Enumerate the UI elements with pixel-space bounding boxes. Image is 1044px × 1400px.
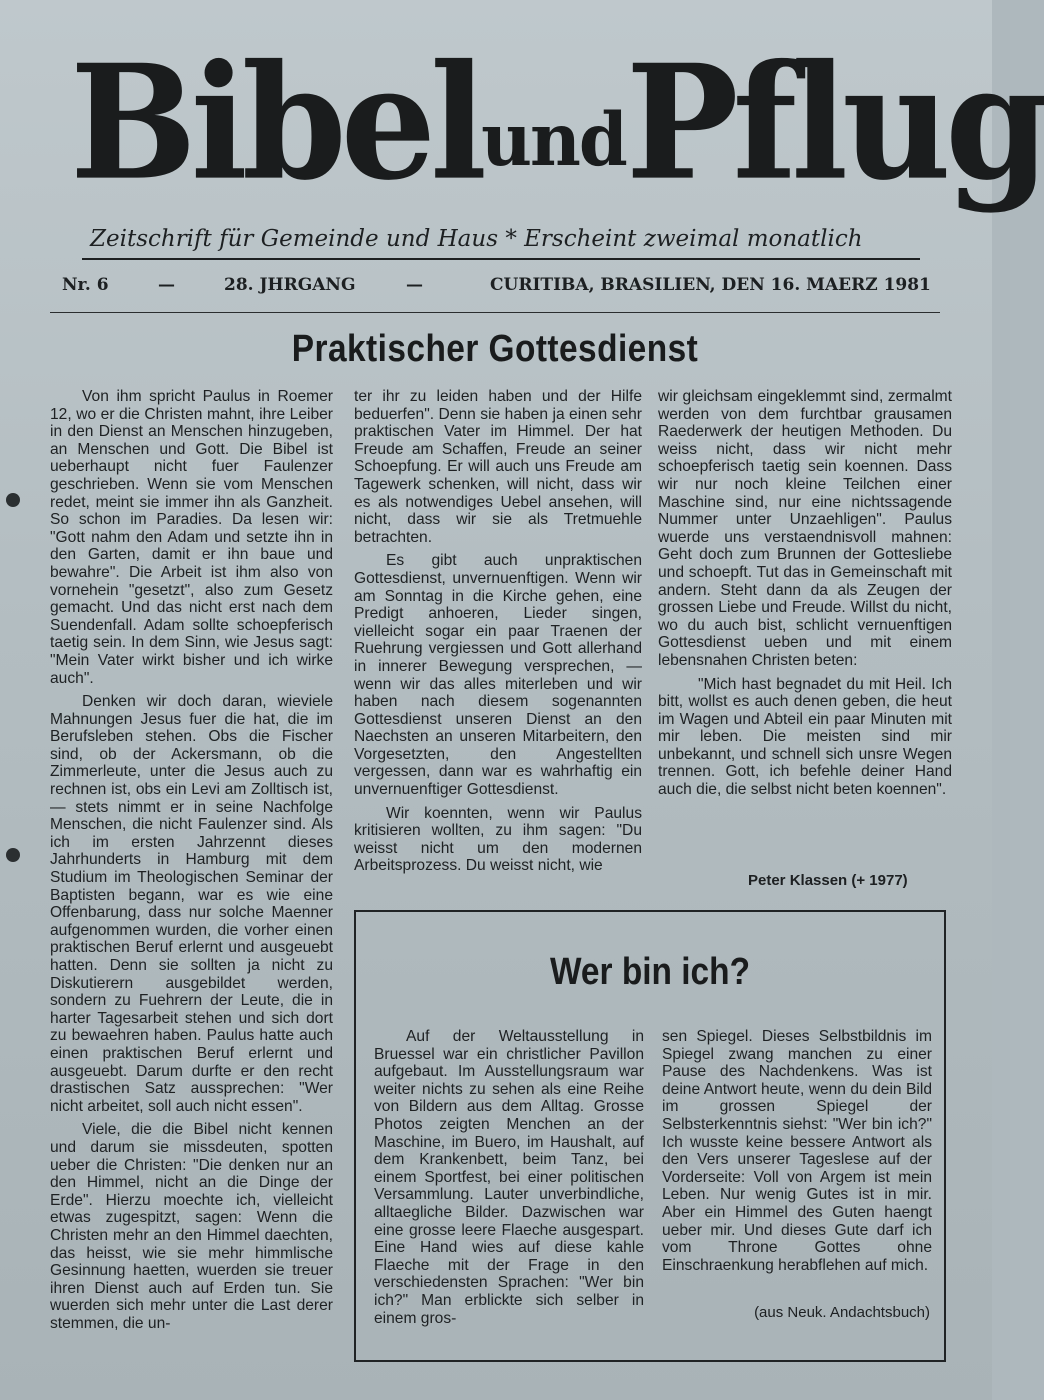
issue-line xyxy=(62,272,930,298)
paragraph: Denken wir doch daran, wieviele Mahnungen Jesus fuer die hat, die im Berufsleben stehen. Obs die Fischer sind, ob der Ackersmann, ob die Zimmerleute, unter die Jesus auch zu rechnen ist, obs ein Levi am Zolltisch ist, — stets nimmt er in seine Nachfolge Menschen, die nicht Faulenzer sind. Als ich im ersten Jahrzennt dieses Jahrhunderts in Hamburg mit dem Studium im Theologischen Seminar der Baptisten begann, war es wie eine Offenbarung, dass nur solche Maenner aufgenommen wurden, die vorher einen praktischen Beruf erlernt und ausgeuebt hatten. Denn sie sollten ja nicht zu Diskutierern ausgebildet werden, sondern zu Fuehrern der Leute, die in harter Tagesarbeit stehen und sich dort zu bewaehren haben. Paulus hatte auch einen praktischen Beruf erlernt und ausgeuebt. Darum durfte er den recht drastischen Satz aussprechen: "Wer nicht arbeitet, soll auch nicht essen". xyxy=(50,693,333,1115)
paragraph: Von ihm spricht Paulus in Roemer 12, wo er die Christen mahnt, ihre Leiber in den Dienst an Menschen hinzugeben, an Menschen und Gott. Die Bibel ist ueberhaupt nicht fuer Faulenzer geschrieben. Wenn sie vom Menschen redet, meint sie immer ihn als Ganzheit. So schon im Paradies. Da lesen wir: "Gott nahm den Adam und setzte ihn in den Garten, damit er ihn baue und bewahre". Die Arbeit ist ihm also von vornehein "gesetzt", also zum Gesetz gemacht. Und das nicht erst nach dem Suendenfall. Adam sollte schoepferisch taetig sein. In dem Sinn, wie Jesus sagt: "Mein Vater wirkt bisher und ich wirke auch". xyxy=(50,388,333,687)
paragraph: ter ihr zu leiden haben und der Hilfe beduerfen". Denn sie haben ja einen sehr praktischen Vater im Himmel. Der hat Freude am Schaffen, Freude an seiner Schoepfung. Er will auch uns Freude am Tagewerk schenken, will nicht, dass wir es als notwendiges Uebel ansehen, will nicht, dass wir sie als Tretmuehle betrachten. xyxy=(354,388,642,546)
article-column-1 xyxy=(50,388,333,1360)
header-rule xyxy=(50,312,940,313)
issue-dash: — xyxy=(158,275,175,295)
boxed-column-2 xyxy=(662,1028,932,1298)
paragraph: sen Spiegel. Dieses Selbstbildnis im Spiegel zwang manchen zu einer Pause des Nachdenkens. Was ist deine Antwort heute, wenn du dein Bild im grossen Spiegel der Selbsterkenntnis siehst: "Wer bin ich?" Ich wusste keine bessere Antwort als den Vers unserer Tageslese auf der Vorderseite: Voll von Argem ist mein Leben. Nur wenig Gutes ist in mir. Aber ein Himmel des Guten haengt ueber mir. Und dieses Gute darf ich vom Throne Gottes ohne Einschraenkung herabflehen auf mich. xyxy=(662,1028,932,1274)
article-column-3 xyxy=(658,388,952,858)
masthead-und: und xyxy=(481,95,626,183)
issue-place-date: CURITIBA, BRASILIEN, DEN 16. MAERZ 1981 xyxy=(490,275,931,295)
boxed-column-1 xyxy=(374,1028,644,1328)
paragraph: Viele, die die Bibel nicht kennen und darum sie missdeuten, spotten ueber die Christen: "Die denken nur an den Himmel, nicht an die Dinge der Erde". Hierzu moechte ich, vielleicht etwas zugespitzt, sagen: Wenn die Christen mehr an den Himmel daechten, das heisst, wie sie mehr himmlische Gesinnung haetten, wuerden sie treuer ihren Dienst auch auf Erden tun. Sie wuerden sich mehr unter die Last derer stemmen, die un- xyxy=(50,1121,333,1332)
masthead-subtitle: Zeitschrift für Gemeinde und Haus * Erscheint zweimal monatlich xyxy=(90,226,863,252)
masthead-pflug: Pflug xyxy=(625,30,1044,216)
punch-hole xyxy=(6,848,20,862)
paragraph: Es gibt auch unpraktischen Gottesdienst, unvernuenftigen. Wenn wir am Sonntag in die Kirche gehen, eine Predigt anhoeren, Lieder singen, vielleicht sogar ein paar Traenen der Ruehrung vergiessen und Gott allerhand in innerer Bewegung versprechen, — wenn wir das alles miterleben und wir haben nach diesem sogenannten Gottesdienst unseren Dienst an den Naechsten an unseren Mitarbeitern, den Vorgesetzten, den Angestellten vergessen, dann war es wahrhaftig ein unvernuenftiger Gottesdienst. xyxy=(354,552,642,799)
article-title: Praktischer Gottesdienst xyxy=(291,328,699,370)
paragraph: Auf der Weltausstellung in Bruessel war ein christlicher Pavillon aufgebaut. Im Ausstellungsraum war weiter nichts zu sehen als eine Reihe von Bildern aus dem Alltag. Grosse Photos zeigten Menchen an der Maschine, im Buero, im Haushalt, auf dem Krankenbett, beim Tanz, bei einem Sportfest, bei einer politischen Versammlung. Lauter unverbindliche, alltaegliche Bilder. Dazwischen war eine grosse leere Flaeche ausgespart. Eine Hand wies auf diese kahle Flaeche mit der Frage in den verschiedensten Sprachen: "Wer bin ich?" Man erblickte sich selber in einem gros- xyxy=(374,1028,644,1327)
article-column-2 xyxy=(354,388,642,894)
masthead xyxy=(70,30,1044,216)
author-signature: Peter Klassen (+ 1977) xyxy=(748,872,908,889)
masthead-bibel: Bibel xyxy=(70,30,482,216)
boxed-article-title: Wer bin ich? xyxy=(549,951,751,993)
paragraph: Wir koennten, wenn wir Paulus kritisieren wollten, zu ihm sagen: "Du weisst nicht um den modernen Arbeitsprozess. Du weisst nicht, wie xyxy=(354,804,642,875)
issue-number: Nr. 6 xyxy=(62,275,109,295)
paragraph: wir gleichsam eingeklemmt sind, zermalmt werden von dem furchtbar grausamen Raederwerk der heutigen Methoden. Du weiss nicht, dass wir nicht mehr schoepferisch taetig sein koennen. Dass wir nur noch kleine Teilchen einer Maschine sind, nur eine nichtssagende Nummer unter Unzaehligen". Paulus wuerde uns verstaendnisvoll mahnen: Geht doch zum Brunnen der Gottesliebe und schoepft. Tut das in Gemeinschaft mit andern. Steht dann da als Zeugen der grossen Liebe und Freude. Willst du nicht, wo du auch bist, schlicht vernuenftigen Gottesdienst ueben und mit einem lebensnahen Christen beten: xyxy=(658,388,952,669)
issue-volume: 28. JHRGANG xyxy=(224,275,356,295)
subtitle-underline xyxy=(82,258,920,260)
issue-dash: — xyxy=(406,275,423,295)
punch-hole xyxy=(6,493,20,507)
poem-quote: "Mich hast begnadet du mit Heil. Ich bitt, wollst es auch denen geben, die heut im Wagen und Abteil ein paar Minuten mit mir leben. Die meisten sind mir unbekannt, und schnell sich unsre Wegen trennen. Gott, ich befehle deiner Hand auch die, die selbst nicht beten koennen". xyxy=(658,675,952,799)
source-note: (aus Neuk. Andachtsbuch) xyxy=(754,1304,930,1321)
